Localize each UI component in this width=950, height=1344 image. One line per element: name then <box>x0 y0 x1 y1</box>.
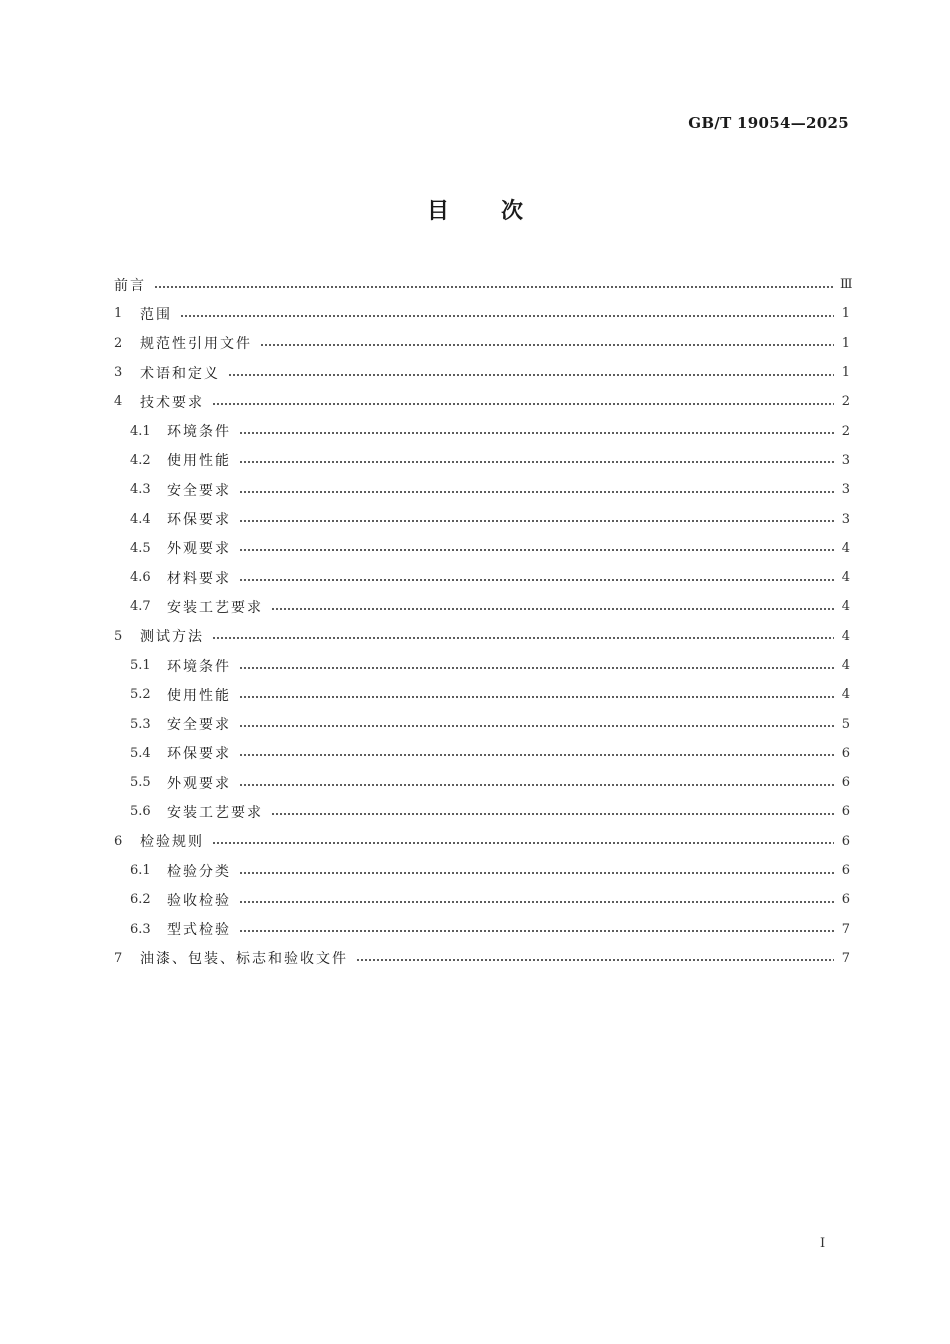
toc-entry-label: 测试方法 <box>140 629 204 646</box>
toc-entry[interactable] <box>114 709 850 738</box>
toc-entry-label: 规范性引用文件 <box>140 336 252 353</box>
toc-entry-number: 6.3 <box>130 921 151 937</box>
toc-entry-number: 4.1 <box>130 423 151 439</box>
toc-entry-number: 5.1 <box>130 658 151 673</box>
toc-entry[interactable] <box>114 563 850 592</box>
toc-entry-label: 外观要求 <box>167 541 231 558</box>
toc-entry[interactable] <box>114 651 850 680</box>
toc-entry[interactable] <box>114 797 850 826</box>
toc-entry[interactable] <box>114 270 853 299</box>
standard-code: GB/T 19054—2025 <box>688 114 849 132</box>
toc-entry-page-number: 3 <box>841 482 850 498</box>
toc-entry[interactable] <box>114 504 850 533</box>
toc-dot-leader <box>239 930 834 932</box>
toc-entry[interactable] <box>114 944 850 973</box>
table-of-contents <box>114 270 853 973</box>
toc-entry[interactable] <box>114 768 850 797</box>
toc-entry-page-number: 4 <box>841 687 850 703</box>
toc-entry-label: 环保要求 <box>167 746 231 763</box>
toc-dot-leader <box>239 901 834 903</box>
toc-entry-label: 使用性能 <box>167 453 231 470</box>
toc-entry-page-number: 6 <box>841 863 850 879</box>
toc-dot-leader <box>212 403 834 405</box>
page-title: 目次 <box>426 198 575 224</box>
toc-entry-label: 技术要求 <box>140 394 204 411</box>
toc-entry[interactable] <box>114 885 850 914</box>
toc-entry-page-number: 3 <box>841 511 850 527</box>
toc-dot-leader <box>239 872 834 874</box>
toc-entry[interactable] <box>114 299 850 328</box>
toc-entry-label: 安全要求 <box>167 717 231 734</box>
toc-entry[interactable] <box>114 446 850 475</box>
toc-entry[interactable] <box>114 475 850 504</box>
toc-entry-label: 油漆、包装、标志和验收文件 <box>140 951 348 968</box>
toc-entry-page-number: 6 <box>841 745 850 761</box>
toc-dot-leader <box>271 608 834 610</box>
toc-entry-page-number: 6 <box>841 833 850 849</box>
toc-entry-number: 6.2 <box>130 892 151 908</box>
toc-entry-page-number: 4 <box>841 540 850 556</box>
toc-entry[interactable] <box>114 534 850 563</box>
toc-entry[interactable] <box>114 622 850 651</box>
toc-entry-number: 5.3 <box>130 716 151 732</box>
toc-entry-label: 环保要求 <box>167 512 231 529</box>
toc-entry-number: 5.2 <box>130 687 151 703</box>
toc-entry-page-number: 4 <box>841 570 850 586</box>
toc-entry-page-number: 1 <box>841 335 850 351</box>
toc-entry[interactable] <box>114 915 850 944</box>
toc-dot-leader <box>239 432 834 434</box>
toc-entry-number: 6.1 <box>130 863 151 879</box>
toc-entry[interactable] <box>114 680 850 709</box>
toc-entry-page-number: 5 <box>841 716 850 732</box>
toc-entry-label: 型式检验 <box>167 922 231 939</box>
toc-entry-label: 前言 <box>114 277 146 294</box>
toc-entry-page-number: 6 <box>841 775 850 791</box>
toc-dot-leader <box>239 520 834 522</box>
toc-entry-number: 5.5 <box>130 775 151 791</box>
toc-entry-number: 6 <box>114 833 123 849</box>
toc-entry-number: 5.6 <box>130 804 151 820</box>
toc-entry-number: 4.4 <box>130 511 151 527</box>
toc-entry-label: 验收检验 <box>167 892 231 909</box>
toc-entry-label: 检验规则 <box>140 834 204 851</box>
toc-entry-number: 7 <box>114 950 123 966</box>
toc-dot-leader <box>228 374 834 376</box>
toc-dot-leader <box>271 813 834 815</box>
toc-entry-label: 安装工艺要求 <box>167 599 263 616</box>
toc-entry[interactable] <box>114 739 850 768</box>
toc-dot-leader <box>239 667 834 669</box>
toc-entry-label: 术语和定义 <box>140 365 220 382</box>
toc-entry-page-number: 4 <box>841 658 850 673</box>
toc-dot-leader <box>180 315 834 317</box>
toc-entry-label: 范围 <box>140 306 172 323</box>
toc-entry-label: 检验分类 <box>167 863 231 880</box>
toc-entry-page-number: 1 <box>841 306 850 322</box>
toc-entry-label: 环境条件 <box>167 658 231 675</box>
toc-entry-page-number: 4 <box>841 628 850 644</box>
toc-entry[interactable] <box>114 827 850 856</box>
toc-entry-page-number: 1 <box>841 365 850 381</box>
toc-dot-leader <box>239 725 834 727</box>
toc-entry-number: 5 <box>114 628 123 644</box>
toc-dot-leader <box>212 842 834 844</box>
toc-entry-page-number: Ⅲ <box>840 277 853 293</box>
toc-entry-label: 安全要求 <box>167 482 231 499</box>
toc-entry-label: 材料要求 <box>167 570 231 587</box>
toc-dot-leader <box>212 637 834 639</box>
toc-dot-leader <box>239 754 834 756</box>
toc-entry-page-number: 3 <box>841 452 850 468</box>
toc-entry[interactable] <box>114 387 850 416</box>
toc-dot-leader <box>260 344 834 346</box>
toc-entry-page-number: 6 <box>841 892 850 908</box>
toc-entry-number: 4.2 <box>130 452 151 468</box>
toc-dot-leader <box>239 784 834 786</box>
toc-entry-label: 外观要求 <box>167 775 231 792</box>
toc-entry-page-number: 6 <box>841 804 850 820</box>
toc-entry-page-number: 7 <box>841 950 850 966</box>
toc-dot-leader <box>239 549 834 551</box>
toc-entry-page-number: 4 <box>841 599 850 615</box>
page-folio: I <box>820 1236 826 1251</box>
toc-entry-page-number: 2 <box>841 394 850 410</box>
toc-entry-page-number: 2 <box>841 423 850 439</box>
toc-entry-number: 2 <box>114 335 123 351</box>
toc-entry-number: 3 <box>114 365 123 381</box>
toc-entry-page-number: 7 <box>841 921 850 937</box>
toc-entry-number: 4.6 <box>130 570 151 586</box>
toc-entry[interactable] <box>114 592 850 621</box>
toc-dot-leader <box>356 959 834 961</box>
toc-entry[interactable] <box>114 358 850 387</box>
toc-dot-leader <box>154 286 834 288</box>
toc-entry[interactable] <box>114 856 850 885</box>
toc-entry-number: 4.3 <box>130 482 151 498</box>
toc-entry-label: 使用性能 <box>167 687 231 704</box>
toc-entry-number: 4.7 <box>130 599 151 615</box>
toc-dot-leader <box>239 579 834 581</box>
toc-entry-number: 1 <box>114 306 123 322</box>
toc-dot-leader <box>239 461 834 463</box>
toc-entry[interactable] <box>114 416 850 445</box>
toc-entry[interactable] <box>114 329 850 358</box>
toc-dot-leader <box>239 696 834 698</box>
toc-dot-leader <box>239 491 834 493</box>
toc-entry-number: 4 <box>114 394 123 410</box>
toc-entry-label: 安装工艺要求 <box>167 804 263 821</box>
toc-entry-label: 环境条件 <box>167 424 231 441</box>
toc-entry-number: 4.5 <box>130 540 151 556</box>
toc-entry-number: 5.4 <box>130 745 151 761</box>
